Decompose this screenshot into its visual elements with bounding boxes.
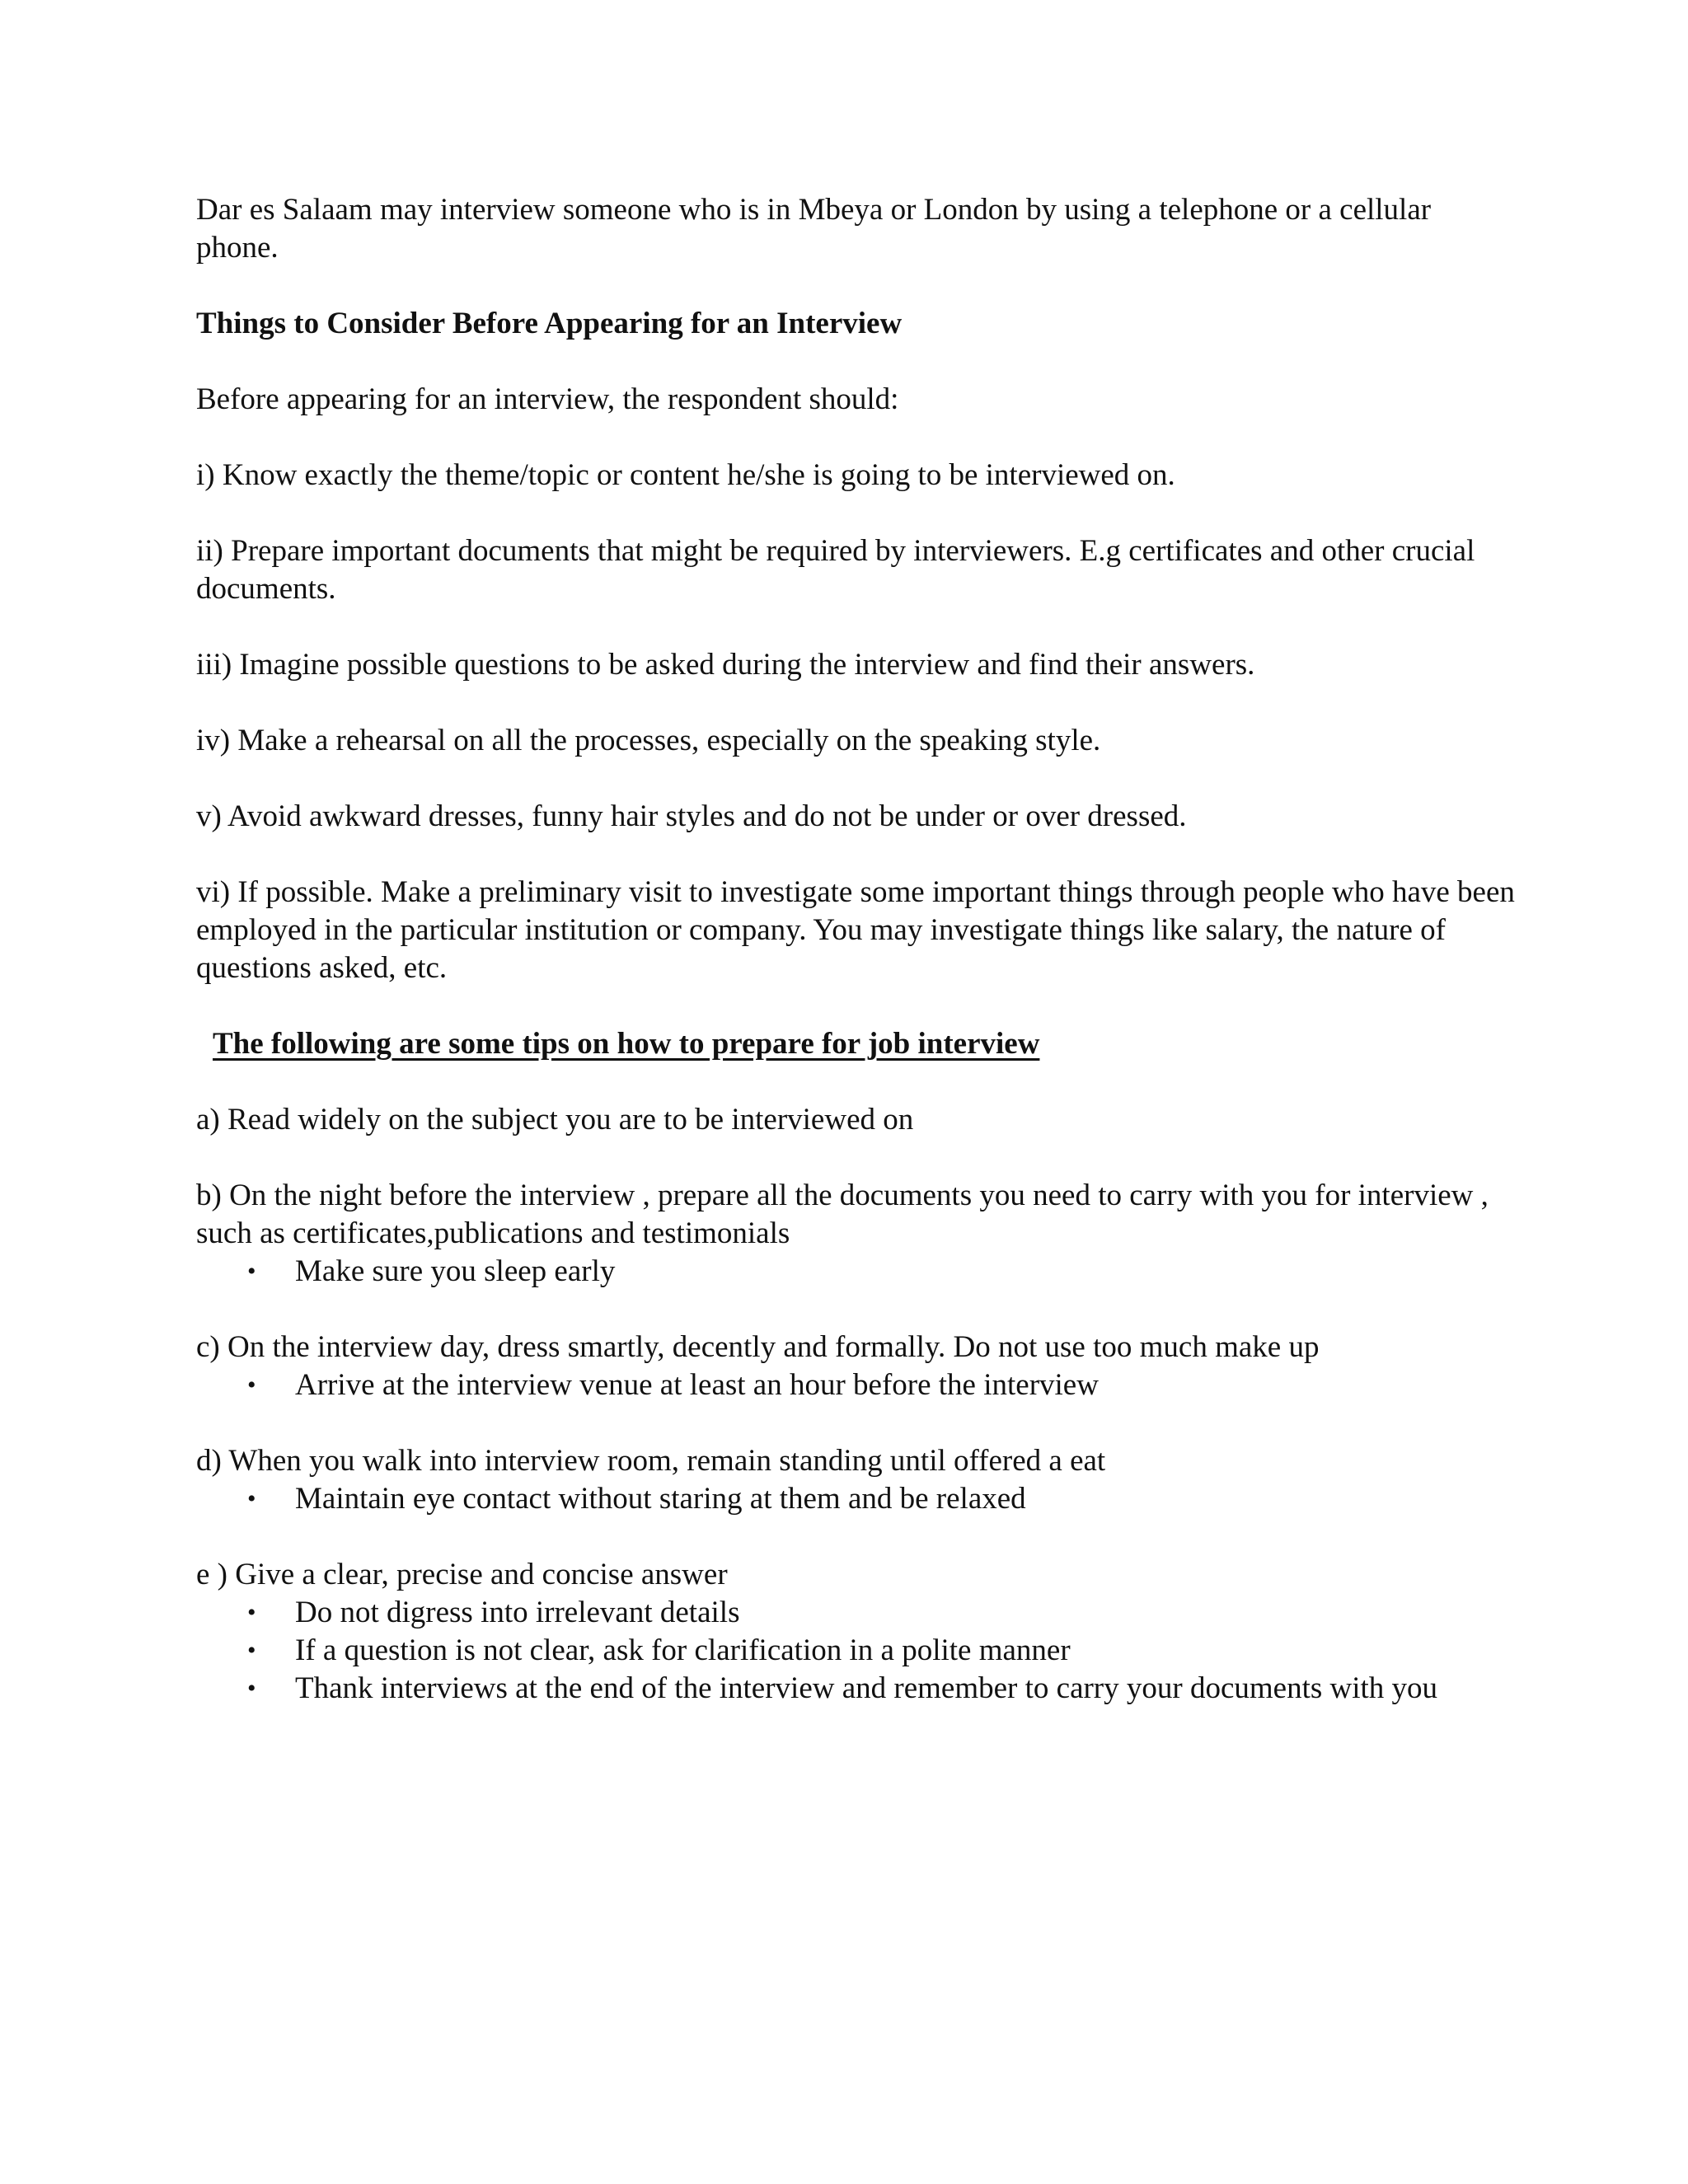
bullet-icon: • — [247, 1675, 256, 1702]
list-item: v) Avoid awkward dresses, funny hair styles and do not be under or over dressed. — [196, 799, 1187, 833]
bullet-text: Thank interviews at the end of the interview and remember to carry your documents with you — [295, 1671, 1438, 1705]
bullet-text: Do not digress into irrelevant details — [295, 1596, 740, 1629]
tip-d-bullets — [196, 1480, 1515, 1518]
tip-a: a) Read widely on the subject you are to be interviewed on — [196, 1103, 914, 1137]
bullet-icon: • — [247, 1637, 256, 1664]
list-item: iv) Make a rehearsal on all the processes, especially on the speaking style. — [196, 724, 1101, 757]
tip-e: e ) Give a clear, precise and concise answer — [196, 1558, 728, 1591]
tip-c-bullets — [196, 1366, 1515, 1404]
bullet-icon: • — [247, 1371, 256, 1399]
bullet-text: Make sure you sleep early — [295, 1254, 616, 1288]
list-item: i) Know exactly the theme/topic or content he/she is going to be interviewed on. — [196, 458, 1175, 492]
bullet-item — [196, 1594, 1515, 1632]
tip-c: c) On the interview day, dress smartly, decently and formally. Do not use too much make up — [196, 1330, 1320, 1364]
list-item: vi) If possible. Make a preliminary visit to investigate some important things through people who have been employed in the particular institution or company. You may investigate things like salary, the nature of questions asked, etc. — [196, 875, 1515, 985]
section-heading-job-interview-tips: The following are some tips on how to prepare for job interview — [213, 1027, 1040, 1061]
tip-b: b) On the night before the interview , prepare all the documents you need to carry with you for interview , such as certificates,publications and testimonials — [196, 1179, 1489, 1250]
list-item: ii) Prepare important documents that might be required by interviewers. E.g certificates and other crucial documents. — [196, 534, 1475, 606]
tip-e-bullets — [196, 1594, 1515, 1708]
bullet-icon: • — [247, 1258, 256, 1285]
list-item: iii) Imagine possible questions to be asked during the interview and find their answers. — [196, 648, 1255, 682]
bullet-icon: • — [247, 1485, 256, 1512]
tip-b-bullets — [196, 1253, 1515, 1291]
bullet-text: If a question is not clear, ask for clarification in a polite manner — [295, 1633, 1071, 1667]
bullet-item — [196, 1366, 1515, 1404]
bullet-text: Maintain eye contact without staring at them and be relaxed — [295, 1482, 1026, 1516]
section-heading-things-to-consider: Things to Consider Before Appearing for an Interview — [196, 307, 903, 340]
lead-paragraph: Before appearing for an interview, the respondent should: — [196, 382, 899, 416]
bullet-item — [196, 1253, 1515, 1291]
intro-paragraph: Dar es Salaam may interview someone who is in Mbeya or London by using a telephone or a cellular phone. — [196, 193, 1432, 265]
bullet-item — [196, 1632, 1515, 1670]
bullet-item — [196, 1480, 1515, 1518]
tip-d: d) When you walk into interview room, remain standing until offered a eat — [196, 1444, 1106, 1478]
bullet-icon: • — [247, 1599, 256, 1626]
bullet-text: Arrive at the interview venue at least an hour before the interview — [295, 1368, 1099, 1402]
bullet-item — [196, 1670, 1515, 1708]
page-content — [196, 191, 1515, 1708]
